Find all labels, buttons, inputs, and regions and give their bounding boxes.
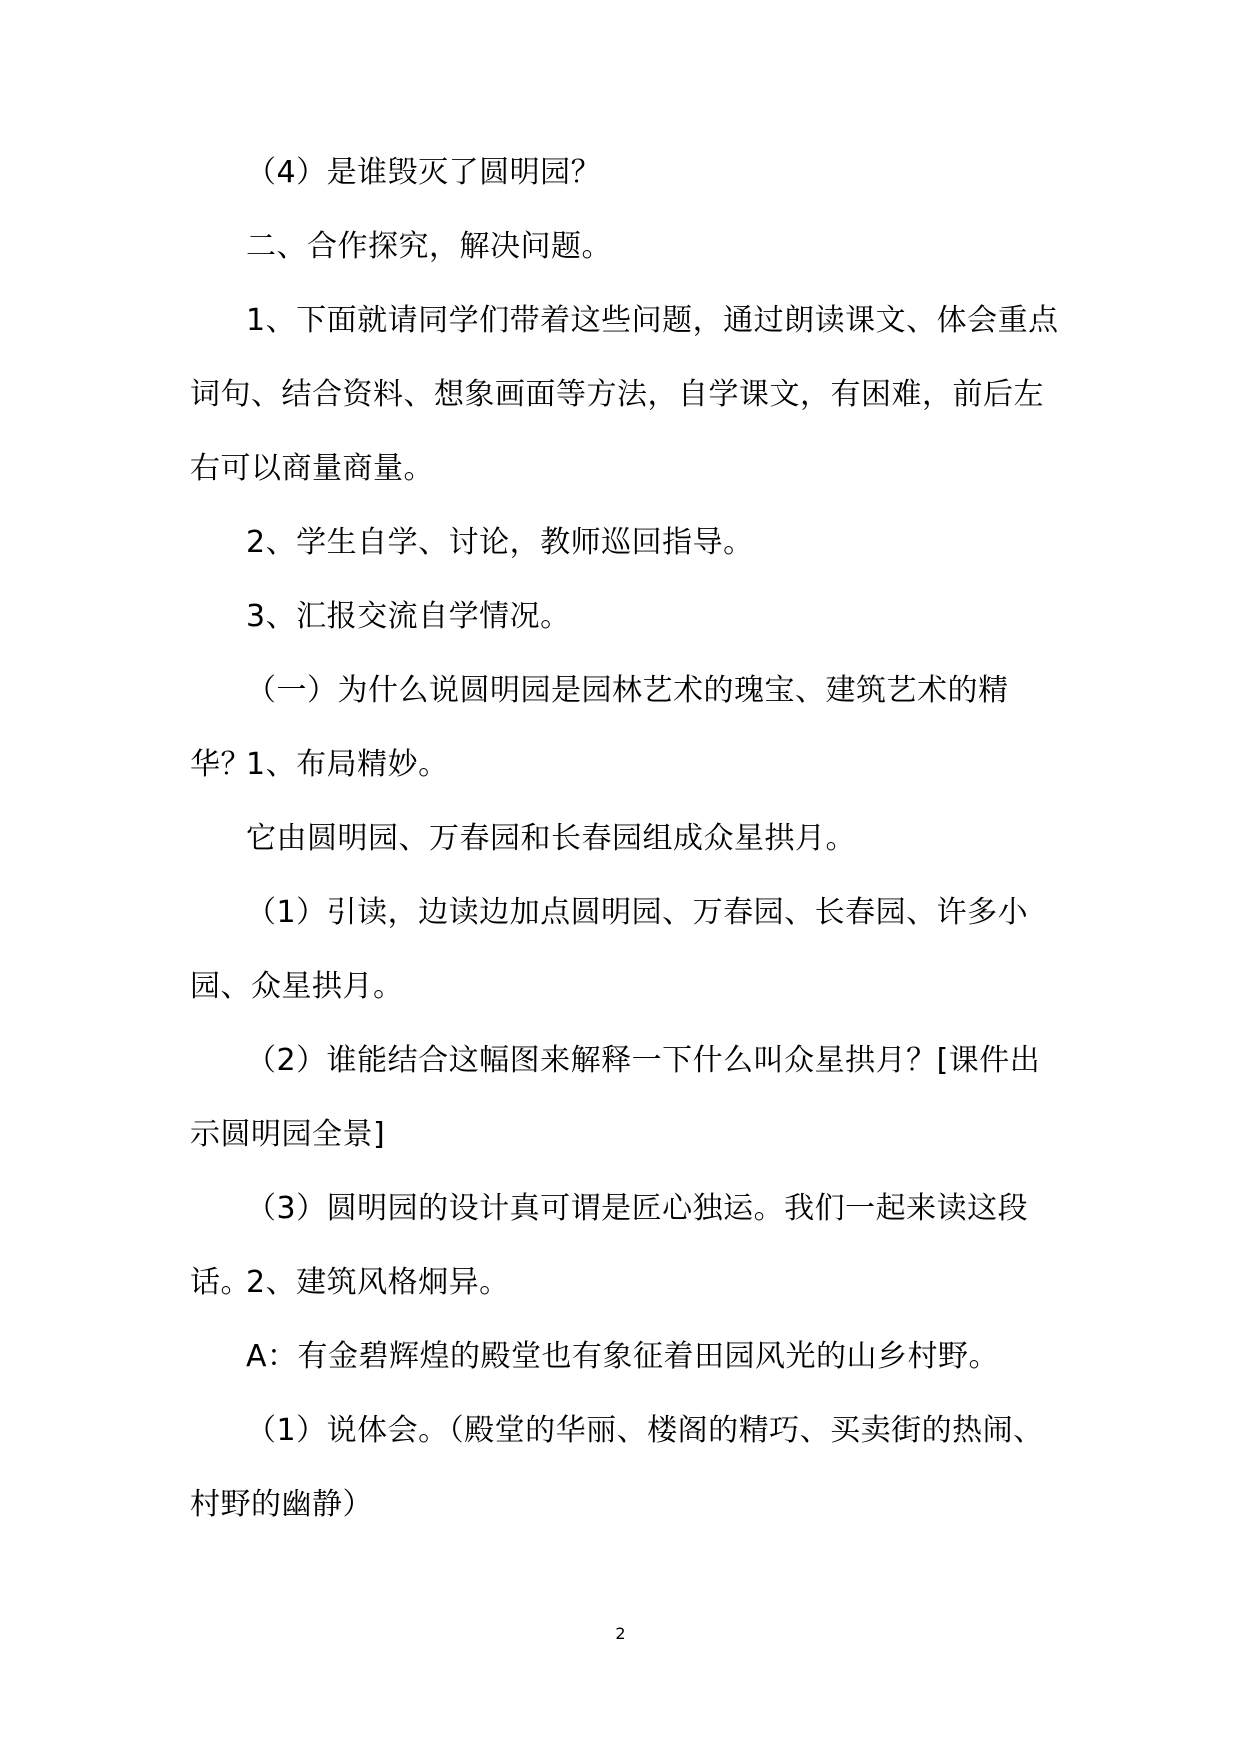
paragraph-layout-item-3: （3）圆明园的设计真可谓是匠心独运。我们一起来读这段话。 [190,1191,1029,1300]
paragraph-step-2: 2、学生自学、讨论，教师巡回指导。 [246,525,754,560]
paragraph-layout-item-2: （2）谁能结合这幅图来解释一下什么叫众星拱月？[课件出示圆明园全景] [190,1043,1041,1152]
page-number: 2 [615,1624,626,1643]
paragraph-layout-description: 它由圆明园、万春园和长春园组成众星拱月。 [246,821,856,856]
paragraph-point-architecture: 2、建筑风格炯异。 [246,1265,510,1300]
paragraph-architecture-item-1: （1）说体会。（殿堂的华丽、楼阁的精巧、买卖街的热闹、村野的幽静） [190,1413,1044,1522]
paragraph-architecture-a: A：有金碧辉煌的殿堂也有象征着田园风光的山乡村野。 [246,1339,1000,1374]
paragraph-layout-item-1: （1）引读，边读边加点圆明园、万春园、长春园、许多小园、众星拱月。 [190,895,1029,1004]
paragraph-question-4: （4）是谁毁灭了圆明园？ [246,155,602,190]
paragraph-point-layout: 1、布局精妙。 [246,747,449,782]
paragraph-step-3: 3、汇报交流自学情况。 [246,599,571,634]
paragraph-step-1: 1、下面就请同学们带着这些问题，通过朗读课文、体会重点词句、结合资料、想象画面等方法，自学课文，有困难，前后左右可以商量商量。 [190,303,1059,486]
paragraph-subsection-1-heading: （一）为什么说圆明园是园林艺术的瑰宝、建筑艺术的精华？ [190,673,1009,782]
paragraph-section-2-heading: 二、合作探究，解决问题。 [246,229,612,264]
